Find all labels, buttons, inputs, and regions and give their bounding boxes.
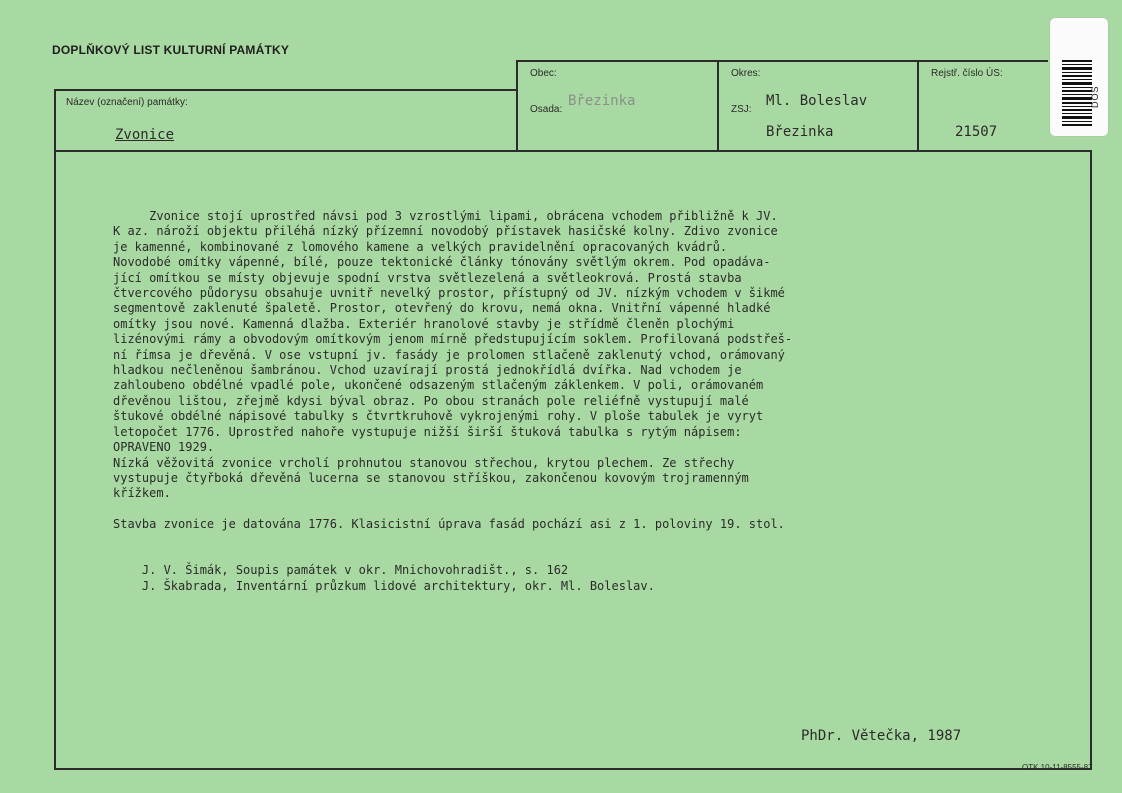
frame-right-rule bbox=[1090, 150, 1092, 769]
form-title: DOPLŇKOVÝ LIST KULTURNÍ PAMÁTKY bbox=[52, 43, 290, 57]
osada-value: Březinka bbox=[568, 93, 636, 109]
frame-bottom-rule bbox=[54, 768, 1092, 770]
description-text: Zvonice stojí uprostřed návsi pod 3 vzrostlými lipami, obrácena vchodem přibližně k JV. K az. nároží objektu přiléhá nízký přízemní novodobý přístavek hasičské kolny. Zdivo zvonice je kamenné, kombinované z lomového kamene a velkých pravidelnění opracovaných kvádrů. Novodobé omítky vápenné, bílé, pouze tektonické články tónovány světlým okrem. Pod opadáva- jící omítkou se místy objevuje spodní vrstva světlezelená a světleokrová. Prostá stavba čtvercového půdorysu obsahuje uvnitř nevelký prostor, přístupný od JV. nízkým vchodem v šikmé segmentově zaklenuté špaletě. Prostor, otevřený do krovu, nemá okna. Vnitřní vápenné hladké omítky jsou nové. Kamenná dlažba. Exteriér hranolové stavby je střídmě členěn plochými lizénovými rámy a obvodovým omítkovým jenom mírně předstupujícím soklem. Profilovaná podstřeš- ní římsa je dřevěná. V ose vstupní jv. fasády je prolomen stlačeně zaklenutý vchod, orámovaný hladkou nečleněnou šambránou. Vchod uzavírají prostá jednokřídlá dvířka. Nad vchodem je zahloubeno obdélné vpadlé pole, ukončené odsazeným stlačeným záklenkem. V poli, orámovaném dřevěnou lištou, zřejmě kdysi býval obraz. Po obou stranách pole reliéfně vystupují malé štukové obdélné nápisové tabulky s čtvrtkruhově vykrojenými rohy. V ploše tabulek je vyryt letopočet 1776. Uprostřed nahoře vystupuje nižší širší štuková tabulka s rytým nápisem: OPRAVENO 1929. Nízká věžovitá zvonice vrcholí prohnutou stanovou střechou, krytou plechem. Ze střechy vystupuje čtyřboká dřevěná lucerna se stanovou stříškou, zakončenou kovovým trojramenným křížkem. Stavba zvonice je datována 1776. Klasicistní úprava fasád pochází asi z 1. poloviny 19. stol. J. V. Šimák, Soupis památek v okr. Mnichovohradišt., s. 162 J. Škabrada, Inventární průzkum lidové architektury, okr. Ml. Boleslav. bbox=[113, 209, 793, 593]
col-divider-2 bbox=[717, 60, 719, 150]
zsj-label: ZSJ: bbox=[731, 104, 752, 115]
col-divider-3 bbox=[917, 60, 919, 150]
zsj-value: Březinka bbox=[766, 124, 834, 140]
rejstrik-label: Rejstř. číslo ÚS: bbox=[931, 68, 1003, 79]
footer-code: OTK 10-11-8555-87 bbox=[1022, 763, 1093, 772]
okres-value: Ml. Boleslav bbox=[766, 93, 868, 109]
header-bottom-rule bbox=[54, 150, 1092, 152]
frame-left-rule bbox=[54, 89, 56, 769]
osada-label: Osada: bbox=[530, 104, 563, 115]
obec-label: Obec: bbox=[530, 68, 557, 79]
col-divider-1 bbox=[516, 60, 518, 150]
nazev-value: Zvonice bbox=[115, 127, 175, 143]
sticker-label: DOS bbox=[1090, 85, 1100, 108]
barcode-icon bbox=[1062, 60, 1092, 128]
name-box-top-rule bbox=[54, 89, 516, 91]
nazev-label: Název (označení) památky: bbox=[66, 97, 188, 108]
rejstrik-value: 21507 bbox=[955, 124, 998, 140]
barcode-sticker bbox=[1050, 18, 1108, 136]
okres-label: Okres: bbox=[731, 68, 761, 79]
signature: PhDr. Větečka, 1987 bbox=[801, 728, 962, 744]
header-top-rule bbox=[516, 60, 1048, 62]
